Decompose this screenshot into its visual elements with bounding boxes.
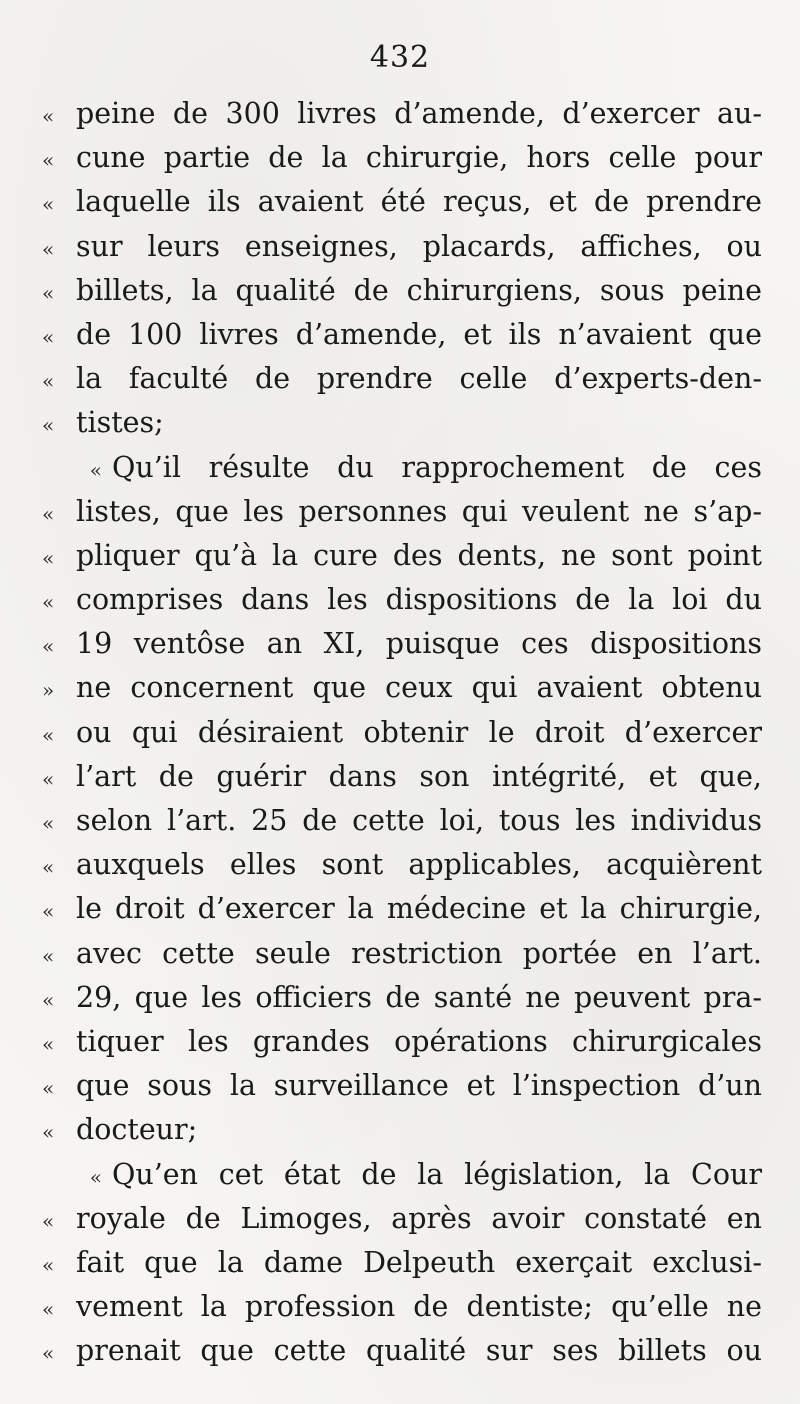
text-line	[42, 843, 762, 887]
text-line	[42, 180, 762, 224]
line-text: fait que la dame Delpeuth exerçait exclusi-	[76, 1245, 762, 1279]
quote-mark: «	[42, 413, 55, 438]
text-line	[42, 269, 762, 313]
line-text: avec cette seule restriction portée en l’art.	[76, 936, 762, 970]
line-text: l’art de guérir dans son intégrité, et que,	[76, 759, 762, 793]
line-text: laquelle ils avaient été reçus, et de prendre	[76, 185, 762, 219]
quote-mark: «	[42, 324, 55, 349]
text-line	[42, 976, 762, 1020]
quote-mark: «	[42, 1297, 55, 1322]
body-text	[42, 92, 762, 1373]
line-text: de 100 livres d’amende, et ils n’avaient que	[76, 317, 762, 351]
line-text: royale de Limoges, après avoir constaté en	[76, 1201, 762, 1235]
line-text: tistes;	[76, 406, 164, 440]
text-line	[42, 932, 762, 976]
line-text: listes, que les personnes qui veulent ne s’ap-	[76, 494, 762, 528]
quote-mark: «	[42, 545, 55, 570]
line-text: ou qui désiraient obtenir le droit d’exercer	[76, 715, 762, 749]
line-text: 29, que les officiers de santé ne peuvent pra-	[76, 980, 762, 1014]
text-line	[42, 1153, 762, 1197]
quote-mark: «	[89, 457, 102, 482]
quote-mark: «	[42, 1076, 55, 1101]
quote-mark: «	[42, 722, 55, 747]
quote-mark: «	[42, 855, 55, 880]
text-line	[42, 446, 762, 490]
quote-mark: «	[42, 104, 55, 128]
quote-mark: «	[42, 811, 55, 835]
quote-mark: «	[42, 899, 55, 924]
quote-mark: «	[42, 280, 55, 305]
line-text: cune partie de la chirurgie, hors celle pour	[76, 141, 762, 175]
text-line	[42, 799, 762, 843]
quote-mark: «	[42, 590, 55, 615]
text-line	[42, 1329, 762, 1373]
quote-mark: »	[42, 678, 55, 703]
text-line	[42, 401, 762, 445]
quote-mark: «	[89, 1164, 102, 1189]
line-text: ne concernent que ceux qui avaient obtenu	[76, 671, 762, 705]
line-text: Qu’il résulte du rapprochement de ces	[112, 450, 762, 484]
text-line	[42, 357, 762, 401]
quote-mark: «	[42, 148, 55, 173]
line-text: la faculté de prendre celle d’experts-den-	[76, 362, 762, 396]
quote-mark: «	[42, 1341, 55, 1366]
quote-mark: «	[42, 236, 55, 261]
text-line	[42, 1108, 762, 1152]
quote-mark: «	[42, 1031, 55, 1056]
text-line	[42, 313, 762, 357]
line-text: billets, la qualité de chirurgiens, sous peine	[76, 273, 762, 307]
quote-mark: «	[42, 766, 55, 791]
text-line	[42, 1285, 762, 1329]
text-line	[42, 1020, 762, 1064]
line-text: Qu’en cet état de la législation, la Cour	[112, 1157, 762, 1191]
line-text: sur leurs enseignes, placards, affiches, ou	[76, 229, 762, 263]
quote-mark: «	[42, 192, 55, 217]
page-number: 432	[369, 40, 431, 75]
line-text: comprises dans les dispositions de la loi du	[76, 583, 762, 617]
text-line	[42, 1064, 762, 1108]
line-text: 19 ventôse an XI, puisque ces dispositions	[76, 627, 762, 661]
text-line	[42, 136, 762, 180]
quote-mark: «	[42, 1252, 55, 1277]
text-line	[42, 711, 762, 755]
quote-mark: «	[42, 369, 55, 394]
text-line	[42, 92, 762, 136]
quote-mark: «	[42, 1208, 55, 1233]
quote-mark: «	[42, 987, 55, 1012]
quote-mark: «	[42, 634, 55, 659]
line-text: tiquer les grandes opérations chirurgicales	[76, 1024, 762, 1058]
text-line	[42, 490, 762, 534]
text-line	[42, 622, 762, 666]
quote-mark: «	[42, 943, 55, 968]
quote-mark: «	[42, 501, 55, 526]
text-line	[42, 225, 762, 269]
text-line	[42, 755, 762, 799]
text-line	[42, 666, 762, 710]
text-line	[42, 1241, 762, 1285]
text-line	[42, 578, 762, 622]
text-line	[42, 534, 762, 578]
quote-mark: «	[42, 1120, 55, 1145]
line-text: peine de 300 livres d’amende, d’exercer au-	[76, 97, 762, 130]
text-line	[42, 887, 762, 931]
line-text: vement la profession de dentiste; qu’elle ne	[76, 1290, 762, 1324]
line-text: prenait que cette qualité sur ses billets ou	[76, 1334, 762, 1368]
line-text: selon l’art. 25 de cette loi, tous les individus	[76, 804, 762, 837]
line-text: que sous la surveillance et l’inspection d’un	[76, 1069, 762, 1103]
line-text: docteur;	[76, 1113, 198, 1147]
line-text: auxquels elles sont applicables, acquièrent	[76, 848, 762, 882]
line-text: pliquer qu’à la cure des dents, ne sont point	[76, 538, 762, 572]
line-text: le droit d’exercer la médecine et la chirurgie,	[76, 892, 762, 926]
text-line	[42, 1197, 762, 1241]
